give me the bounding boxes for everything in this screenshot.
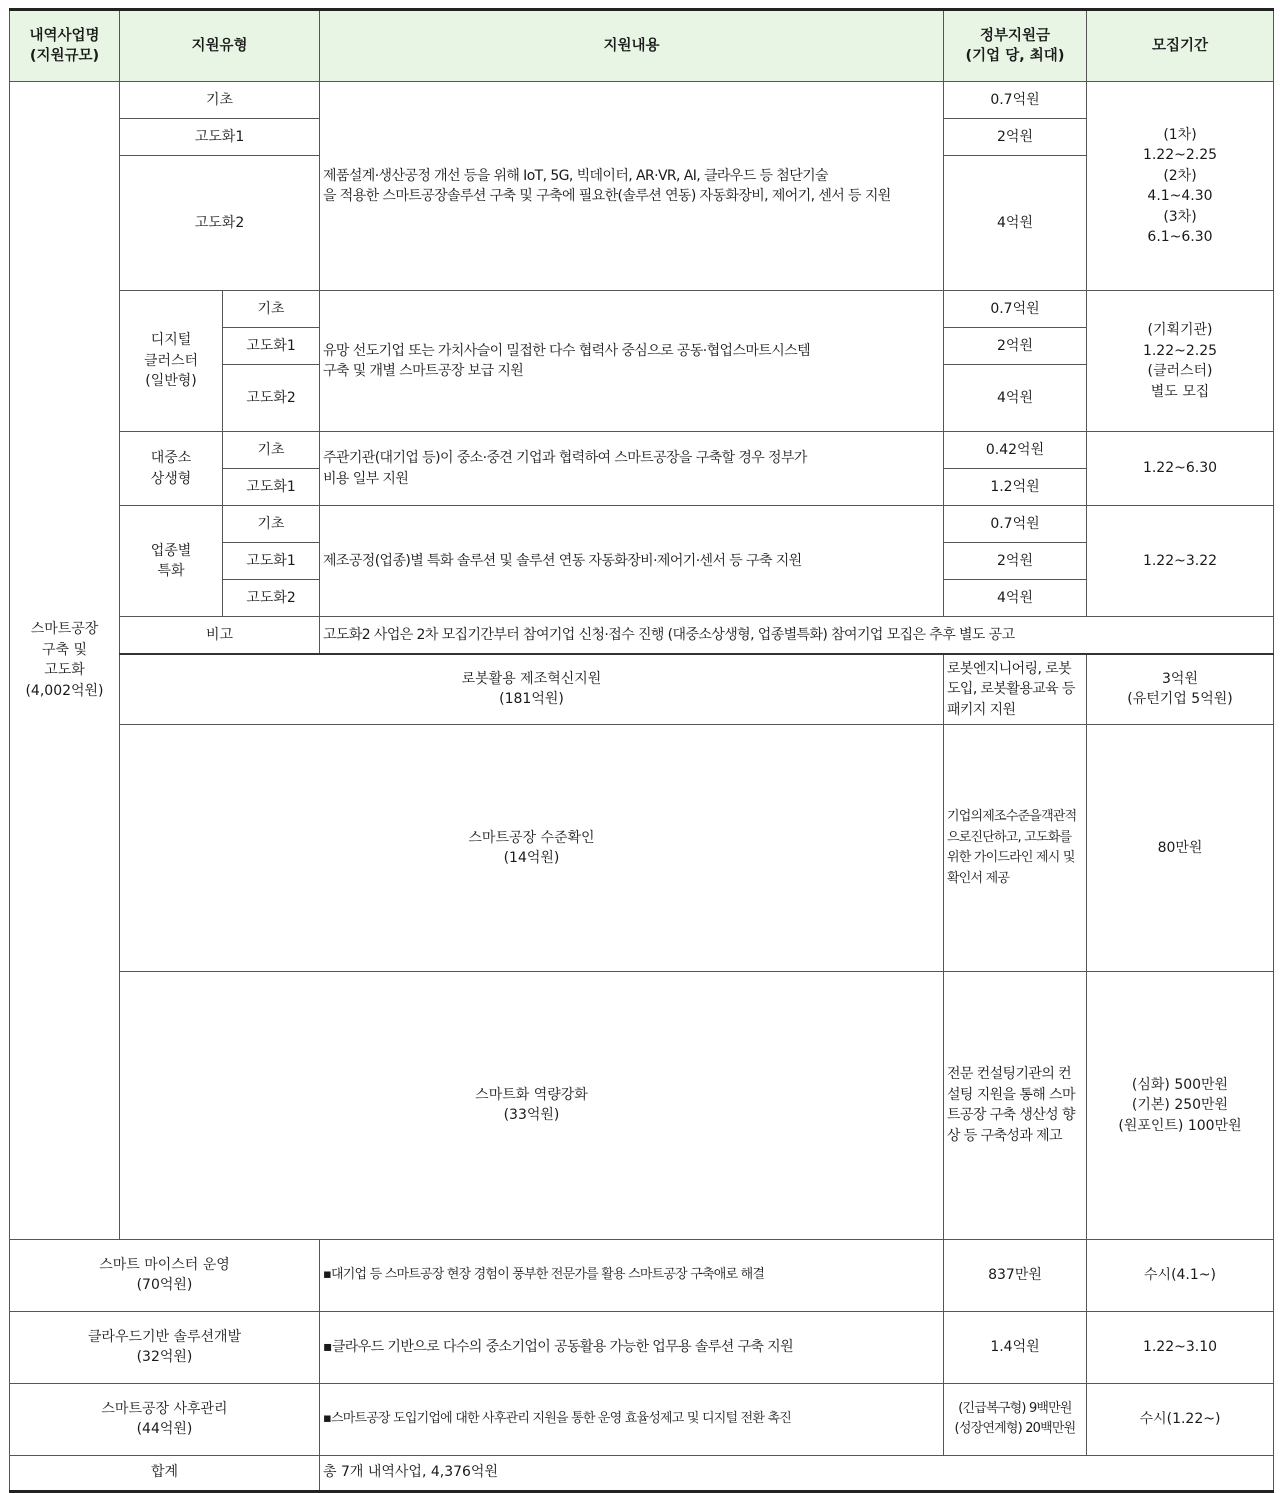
period-industry: 1.22~3.22 — [1087, 506, 1274, 617]
content-smart-factory: 제품설계·생산공정 개선 등을 위해 IoT, 5G, 빅데이터, AR·VR, AI, 클라우드 등 첨단기술 을 적용한 스마트공장솔루션 구축 및 구축에 필요한(솔루션 연동) 자동화장비, 제어기, 센서 등 지원 — [320, 82, 944, 291]
type-basic: 기초 — [120, 82, 320, 119]
program-robot: 로봇활용 제조혁신지원 (181억원) — [120, 654, 944, 725]
period-cloud: 1.22~3.10 — [1087, 1311, 1274, 1383]
amount-ind-basic: 0.7억원 — [944, 506, 1087, 543]
subtype-ind-advanced1: 고도화1 — [223, 543, 320, 580]
type-advanced2: 고도화2 — [120, 156, 320, 291]
amount-aftercare: (긴급복구형) 9백만원 (성장연계형) 20백만원 — [944, 1383, 1087, 1455]
subtype-ind-advanced2: 고도화2 — [223, 580, 320, 617]
content-capacity: 전문 컨설팅기관의 컨설팅 지원을 통해 스마트공장 구축 생산성 향상 등 구축성과 제고 — [944, 972, 1087, 1240]
type-advanced1: 고도화1 — [120, 119, 320, 156]
content-digital-cluster: 유망 선도기업 또는 가치사슬이 밀접한 다수 협력사 중심으로 공동·협업스마트시스템 구축 및 개별 스마트공장 보급 지원 — [320, 291, 944, 432]
amount-basic: 0.7억원 — [944, 82, 1087, 119]
content-win-win: 주관기관(대기업 등)이 중소·중견 기업과 협력하여 스마트공장을 구축할 경우 정부가 비용 일부 지원 — [320, 432, 944, 506]
content-meister: ▪대기업 등 스마트공장 현장 경험이 풍부한 전문가를 활용 스마트공장 구축애로 해결 — [320, 1239, 944, 1311]
type-digital-cluster: 디지털 클러스터 (일반형) — [120, 291, 223, 432]
period-smart-factory: (1차) 1.22~2.25 (2차) 4.1~4.30 (3차) 6.1~6.30 — [1087, 82, 1274, 291]
program-meister: 스마트 마이스터 운영 (70억원) — [10, 1239, 320, 1311]
support-table-container — [9, 8, 1273, 1493]
program-aftercare: 스마트공장 사후관리 (44억원) — [10, 1383, 320, 1455]
support-program-table — [9, 8, 1274, 1493]
period-meister: 수시(4.1~) — [1087, 1239, 1274, 1311]
subtype-ww-basic: 기초 — [223, 432, 320, 469]
note-content: 고도화2 사업은 2차 모집기간부터 참여기업 신청·접수 진행 (대중소상생형, 업종별특화) 참여기업 모집은 추후 별도 공고 — [320, 617, 1274, 654]
program-level-check: 스마트공장 수준확인 (14억원) — [120, 725, 944, 972]
subtype-ind-basic: 기초 — [223, 506, 320, 543]
amount-level-check: 80만원 — [1087, 725, 1274, 972]
period-win-win: 1.22~6.30 — [1087, 432, 1274, 506]
subtype-dc-basic: 기초 — [223, 291, 320, 328]
amount-ww-advanced1: 1.2억원 — [944, 469, 1087, 506]
amount-capacity: (심화) 500만원 (기본) 250만원 (원포인트) 100만원 — [1087, 972, 1274, 1240]
total-label: 합계 — [10, 1455, 320, 1491]
program-cloud: 클라우드기반 솔루션개발 (32억원) — [10, 1311, 320, 1383]
program-capacity: 스마트화 역량강화 (33억원) — [120, 972, 944, 1240]
type-win-win: 대중소 상생형 — [120, 432, 223, 506]
amount-advanced2: 4억원 — [944, 156, 1087, 291]
amount-ind-advanced1: 2억원 — [944, 543, 1087, 580]
subtype-dc-advanced1: 고도화1 — [223, 328, 320, 365]
amount-dc-advanced2: 4억원 — [944, 365, 1087, 432]
content-cloud: ▪클라우드 기반으로 다수의 중소기업이 공동활용 가능한 업무용 솔루션 구축 지원 — [320, 1311, 944, 1383]
amount-robot: 3억원 (유턴기업 5억원) — [1087, 654, 1274, 725]
subtype-ww-advanced1: 고도화1 — [223, 469, 320, 506]
header-recruit-period: 모집기간 — [1087, 10, 1274, 82]
header-support-content: 지원내용 — [320, 10, 944, 82]
amount-ind-advanced2: 4억원 — [944, 580, 1087, 617]
header-program-name: 내역사업명 (지원규모) — [10, 10, 120, 82]
program-smart-factory: 스마트공장 구축 및 고도화 (4,002억원) — [10, 82, 120, 1240]
subtype-dc-advanced2: 고도화2 — [223, 365, 320, 432]
total-content: 총 7개 내역사업, 4,376억원 — [320, 1455, 1274, 1491]
header-gov-subsidy: 정부지원금 (기업 당, 최대) — [944, 10, 1087, 82]
amount-dc-basic: 0.7억원 — [944, 291, 1087, 328]
content-level-check: 기업의제조수준을객관적으로진단하고, 고도화를 위한 가이드라인 제시 및 확인서 제공 — [944, 725, 1087, 972]
header-support-type: 지원유형 — [120, 10, 320, 82]
amount-dc-advanced1: 2억원 — [944, 328, 1087, 365]
period-digital-cluster: (기획기관) 1.22~2.25 (클러스터) 별도 모집 — [1087, 291, 1274, 432]
amount-advanced1: 2억원 — [944, 119, 1087, 156]
period-aftercare: 수시(1.22~) — [1087, 1383, 1274, 1455]
amount-cloud: 1.4억원 — [944, 1311, 1087, 1383]
amount-meister: 837만원 — [944, 1239, 1087, 1311]
content-aftercare: ▪스마트공장 도입기업에 대한 사후관리 지원을 통한 운영 효율성제고 및 디지털 전환 촉진 — [320, 1383, 944, 1455]
note-label: 비고 — [120, 617, 320, 654]
content-robot: 로봇엔지니어링, 로봇 도입, 로봇활용교육 등 패키지 지원 — [944, 654, 1087, 725]
content-industry: 제조공정(업종)별 특화 솔루션 및 솔루션 연동 자동화장비·제어기·센서 등 구축 지원 — [320, 506, 944, 617]
type-industry: 업종별 특화 — [120, 506, 223, 617]
amount-ww-basic: 0.42억원 — [944, 432, 1087, 469]
